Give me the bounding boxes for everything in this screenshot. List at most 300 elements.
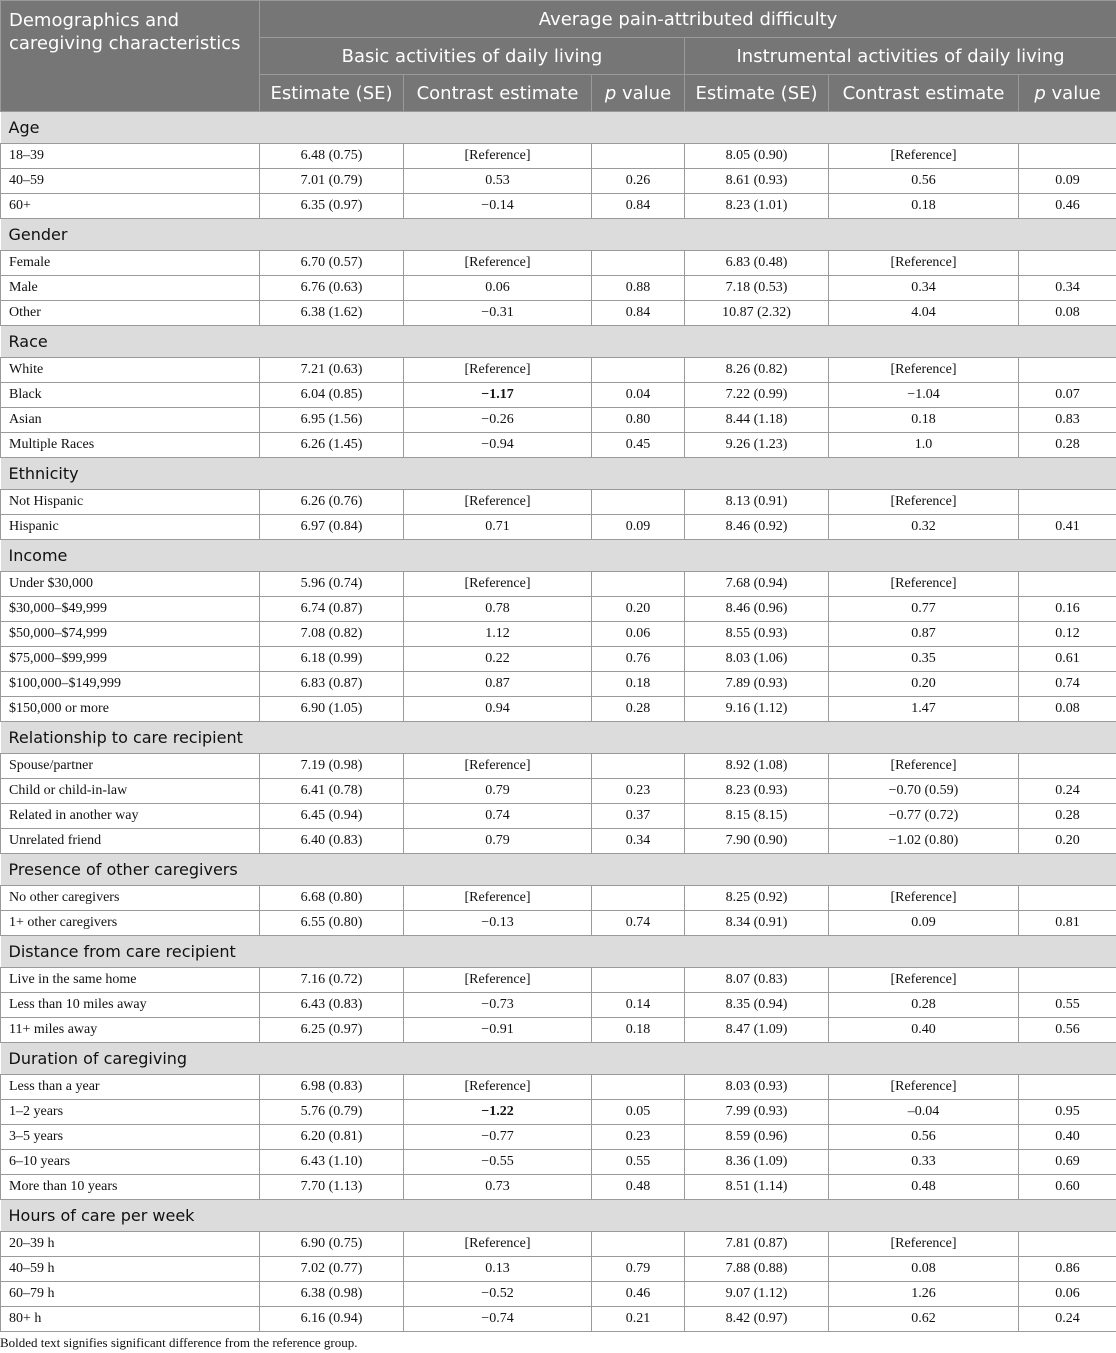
instrumental-estimate-cell: 10.87 (2.32)	[685, 301, 829, 326]
instrumental-pvalue-cell: 0.41	[1019, 515, 1116, 540]
table-row	[1, 779, 1116, 804]
instrumental-contrast-cell: 4.04	[829, 301, 1019, 326]
basic-contrast-cell: [Reference]	[404, 572, 592, 597]
basic-estimate-cell: 6.55 (0.80)	[260, 911, 404, 936]
basic-contrast-cell: 0.06	[404, 276, 592, 301]
instrumental-pvalue-cell: 0.28	[1019, 433, 1116, 458]
instrumental-contrast-cell: [Reference]	[829, 1232, 1019, 1257]
instrumental-contrast-cell: [Reference]	[829, 886, 1019, 911]
instrumental-pvalue-cell: 0.56	[1019, 1018, 1116, 1043]
instrumental-contrast-cell: 0.35	[829, 647, 1019, 672]
basic-contrast-cell: [Reference]	[404, 886, 592, 911]
instrumental-pvalue-cell: 0.07	[1019, 383, 1116, 408]
basic-pvalue-cell: 0.26	[592, 169, 685, 194]
row-label: Male	[1, 276, 260, 301]
basic-pvalue-cell: 0.45	[592, 433, 685, 458]
row-label: 3–5 years	[1, 1125, 260, 1150]
table-row	[1, 804, 1116, 829]
basic-contrast-cell: 0.79	[404, 829, 592, 854]
basic-estimate-cell: 6.68 (0.80)	[260, 886, 404, 911]
instrumental-contrast-cell: 0.09	[829, 911, 1019, 936]
instrumental-pvalue-cell: 0.61	[1019, 647, 1116, 672]
instrumental-contrast-cell: −1.02 (0.80)	[829, 829, 1019, 854]
row-label: 40–59	[1, 169, 260, 194]
basic-estimate-cell: 7.70 (1.13)	[260, 1175, 404, 1200]
row-label: 60+	[1, 194, 260, 219]
basic-contrast-cell: [Reference]	[404, 754, 592, 779]
instrumental-contrast-cell: –0.04	[829, 1100, 1019, 1125]
instrumental-contrast-cell: 1.47	[829, 697, 1019, 722]
table-row	[1, 433, 1116, 458]
basic-pvalue-cell: 0.09	[592, 515, 685, 540]
row-label: Live in the same home	[1, 968, 260, 993]
row-label: White	[1, 358, 260, 383]
basic-pvalue-cell: 0.74	[592, 911, 685, 936]
table-row	[1, 886, 1116, 911]
row-label: Not Hispanic	[1, 490, 260, 515]
instrumental-estimate-cell: 8.03 (0.93)	[685, 1075, 829, 1100]
basic-contrast-cell: 0.94	[404, 697, 592, 722]
section-title: Duration of caregiving	[1, 1043, 1116, 1075]
instrumental-contrast-cell: [Reference]	[829, 968, 1019, 993]
section-header-row	[1, 936, 1116, 968]
instrumental-estimate-cell: 8.51 (1.14)	[685, 1175, 829, 1200]
instrumental-estimate-cell: 8.46 (0.96)	[685, 597, 829, 622]
basic-estimate-cell: 6.90 (1.05)	[260, 697, 404, 722]
basic-pvalue-cell	[592, 1232, 685, 1257]
basic-estimate-cell: 7.21 (0.63)	[260, 358, 404, 383]
table-row	[1, 276, 1116, 301]
instrumental-pvalue-cell	[1019, 1232, 1116, 1257]
basic-estimate-cell: 7.02 (0.77)	[260, 1257, 404, 1282]
row-label: Less than 10 miles away	[1, 993, 260, 1018]
basic-contrast-cell: 0.79	[404, 779, 592, 804]
table-row	[1, 358, 1116, 383]
instrumental-contrast-cell: 0.56	[829, 169, 1019, 194]
instrumental-estimate-cell: 8.35 (0.94)	[685, 993, 829, 1018]
row-label: Black	[1, 383, 260, 408]
instrumental-pvalue-cell: 0.08	[1019, 697, 1116, 722]
basic-pvalue-cell	[592, 754, 685, 779]
instrumental-contrast-cell: −1.04	[829, 383, 1019, 408]
basic-pvalue-cell: 0.20	[592, 597, 685, 622]
instrumental-estimate-cell: 8.23 (1.01)	[685, 194, 829, 219]
instrumental-pvalue-cell: 0.20	[1019, 829, 1116, 854]
table-row	[1, 169, 1116, 194]
row-label: Under $30,000	[1, 572, 260, 597]
instrumental-pvalue-cell: 0.34	[1019, 276, 1116, 301]
table-row	[1, 597, 1116, 622]
instrumental-estimate-cell: 9.26 (1.23)	[685, 433, 829, 458]
table-row	[1, 383, 1116, 408]
instrumental-estimate-cell: 7.89 (0.93)	[685, 672, 829, 697]
basic-contrast-cell: [Reference]	[404, 490, 592, 515]
row-label: Unrelated friend	[1, 829, 260, 854]
row-label: Less than a year	[1, 1075, 260, 1100]
row-label: 40–59 h	[1, 1257, 260, 1282]
instrumental-contrast-cell: [Reference]	[829, 251, 1019, 276]
basic-contrast-cell: [Reference]	[404, 968, 592, 993]
section-header-row	[1, 458, 1116, 490]
instrumental-pvalue-cell	[1019, 968, 1116, 993]
table-row	[1, 251, 1116, 276]
section-title: Income	[1, 540, 1116, 572]
row-label: Hispanic	[1, 515, 260, 540]
basic-pvalue-cell	[592, 572, 685, 597]
table-header	[1, 1, 1116, 112]
section-header-row	[1, 540, 1116, 572]
basic-pvalue-cell: 0.05	[592, 1100, 685, 1125]
instrumental-estimate-cell: 8.36 (1.09)	[685, 1150, 829, 1175]
instrumental-contrast-cell: 0.87	[829, 622, 1019, 647]
basic-pvalue-cell: 0.14	[592, 993, 685, 1018]
basic-estimate-cell: 7.16 (0.72)	[260, 968, 404, 993]
basic-estimate-cell: 6.43 (1.10)	[260, 1150, 404, 1175]
basic-estimate-cell: 7.19 (0.98)	[260, 754, 404, 779]
instrumental-pvalue-cell: 0.46	[1019, 194, 1116, 219]
table-body	[1, 112, 1116, 1332]
instrumental-estimate-cell: 8.42 (0.97)	[685, 1307, 829, 1332]
instrumental-estimate-cell: 8.25 (0.92)	[685, 886, 829, 911]
header-characteristics: Demographics and caregiving characteristics	[1, 1, 260, 112]
instrumental-estimate-cell: 8.07 (0.83)	[685, 968, 829, 993]
instrumental-estimate-cell: 9.07 (1.12)	[685, 1282, 829, 1307]
instrumental-contrast-cell: −0.77 (0.72)	[829, 804, 1019, 829]
table-row	[1, 911, 1116, 936]
instrumental-pvalue-cell	[1019, 754, 1116, 779]
basic-contrast-cell: 0.78	[404, 597, 592, 622]
instrumental-contrast-cell: [Reference]	[829, 572, 1019, 597]
table-row	[1, 1100, 1116, 1125]
instrumental-contrast-cell: [Reference]	[829, 358, 1019, 383]
row-label: $150,000 or more	[1, 697, 260, 722]
basic-contrast-cell: 0.87	[404, 672, 592, 697]
instrumental-contrast-cell: [Reference]	[829, 1075, 1019, 1100]
basic-contrast-cell: −0.13	[404, 911, 592, 936]
basic-estimate-cell: 6.41 (0.78)	[260, 779, 404, 804]
basic-pvalue-cell	[592, 490, 685, 515]
basic-pvalue-cell	[592, 1075, 685, 1100]
section-header-row	[1, 722, 1116, 754]
instrumental-contrast-cell: 0.18	[829, 194, 1019, 219]
instrumental-pvalue-cell: 0.12	[1019, 622, 1116, 647]
basic-contrast-cell: 0.53	[404, 169, 592, 194]
instrumental-pvalue-cell	[1019, 490, 1116, 515]
table-row	[1, 993, 1116, 1018]
basic-contrast-cell: −0.31	[404, 301, 592, 326]
row-label: 6–10 years	[1, 1150, 260, 1175]
row-label: 60–79 h	[1, 1282, 260, 1307]
instrumental-contrast-cell: 1.26	[829, 1282, 1019, 1307]
basic-contrast-cell: −0.74	[404, 1307, 592, 1332]
row-label: $75,000–$99,999	[1, 647, 260, 672]
basic-contrast-cell: [Reference]	[404, 358, 592, 383]
instrumental-pvalue-cell: 0.86	[1019, 1257, 1116, 1282]
basic-estimate-cell: 6.95 (1.56)	[260, 408, 404, 433]
table-row	[1, 1257, 1116, 1282]
row-label: 1+ other caregivers	[1, 911, 260, 936]
basic-contrast-cell: −0.94	[404, 433, 592, 458]
instrumental-pvalue-cell: 0.09	[1019, 169, 1116, 194]
basic-estimate-cell: 6.04 (0.85)	[260, 383, 404, 408]
instrumental-pvalue-cell: 0.08	[1019, 301, 1116, 326]
table-row	[1, 572, 1116, 597]
header-instrumental-adl: Instrumental activities of daily living	[685, 38, 1116, 75]
basic-estimate-cell: 6.74 (0.87)	[260, 597, 404, 622]
instrumental-estimate-cell: 8.61 (0.93)	[685, 169, 829, 194]
basic-pvalue-cell: 0.46	[592, 1282, 685, 1307]
instrumental-pvalue-cell: 0.55	[1019, 993, 1116, 1018]
basic-pvalue-cell	[592, 144, 685, 169]
basic-pvalue-cell: 0.48	[592, 1175, 685, 1200]
table-row	[1, 697, 1116, 722]
table-row	[1, 672, 1116, 697]
table-row	[1, 515, 1116, 540]
basic-contrast-cell: −0.52	[404, 1282, 592, 1307]
instrumental-estimate-cell: 7.81 (0.87)	[685, 1232, 829, 1257]
table-row	[1, 301, 1116, 326]
basic-contrast-cell: 0.13	[404, 1257, 592, 1282]
table-row	[1, 1175, 1116, 1200]
header-basic-adl: Basic activities of daily living	[260, 38, 685, 75]
instrumental-contrast-cell: −0.70 (0.59)	[829, 779, 1019, 804]
instrumental-contrast-cell: 0.56	[829, 1125, 1019, 1150]
basic-contrast-cell: 0.71	[404, 515, 592, 540]
basic-estimate-cell: 6.48 (0.75)	[260, 144, 404, 169]
row-label: 11+ miles away	[1, 1018, 260, 1043]
basic-estimate-cell: 6.97 (0.84)	[260, 515, 404, 540]
instrumental-pvalue-cell	[1019, 144, 1116, 169]
basic-contrast-cell: −0.77	[404, 1125, 592, 1150]
table-row	[1, 622, 1116, 647]
instrumental-pvalue-cell: 0.74	[1019, 672, 1116, 697]
basic-pvalue-cell: 0.88	[592, 276, 685, 301]
instrumental-contrast-cell: 0.40	[829, 1018, 1019, 1043]
instrumental-estimate-cell: 9.16 (1.12)	[685, 697, 829, 722]
table-row	[1, 1150, 1116, 1175]
table-row	[1, 1018, 1116, 1043]
instrumental-pvalue-cell	[1019, 886, 1116, 911]
instrumental-pvalue-cell	[1019, 572, 1116, 597]
instrumental-pvalue-cell: 0.69	[1019, 1150, 1116, 1175]
instrumental-pvalue-cell: 0.16	[1019, 597, 1116, 622]
instrumental-estimate-cell: 7.22 (0.99)	[685, 383, 829, 408]
basic-estimate-cell: 6.16 (0.94)	[260, 1307, 404, 1332]
basic-estimate-cell: 6.40 (0.83)	[260, 829, 404, 854]
basic-estimate-cell: 6.45 (0.94)	[260, 804, 404, 829]
basic-pvalue-cell	[592, 886, 685, 911]
basic-contrast-cell: −1.17	[404, 383, 592, 408]
basic-contrast-cell: −0.55	[404, 1150, 592, 1175]
basic-pvalue-cell: 0.18	[592, 672, 685, 697]
header-basic-contrast: Contrast estimate	[404, 75, 592, 112]
basic-estimate-cell: 7.01 (0.79)	[260, 169, 404, 194]
basic-estimate-cell: 6.90 (0.75)	[260, 1232, 404, 1257]
basic-estimate-cell: 6.25 (0.97)	[260, 1018, 404, 1043]
instrumental-estimate-cell: 6.83 (0.48)	[685, 251, 829, 276]
section-title: Distance from care recipient	[1, 936, 1116, 968]
instrumental-pvalue-cell: 0.40	[1019, 1125, 1116, 1150]
row-label: $50,000–$74,999	[1, 622, 260, 647]
basic-pvalue-cell: 0.79	[592, 1257, 685, 1282]
instrumental-estimate-cell: 8.55 (0.93)	[685, 622, 829, 647]
instrumental-estimate-cell: 8.47 (1.09)	[685, 1018, 829, 1043]
instrumental-pvalue-cell: 0.83	[1019, 408, 1116, 433]
instrumental-pvalue-cell	[1019, 358, 1116, 383]
basic-estimate-cell: 6.98 (0.83)	[260, 1075, 404, 1100]
table-row	[1, 194, 1116, 219]
basic-contrast-cell: 0.22	[404, 647, 592, 672]
basic-estimate-cell: 5.76 (0.79)	[260, 1100, 404, 1125]
instrumental-estimate-cell: 7.88 (0.88)	[685, 1257, 829, 1282]
basic-contrast-cell: −0.73	[404, 993, 592, 1018]
instrumental-pvalue-cell: 0.06	[1019, 1282, 1116, 1307]
table-row	[1, 754, 1116, 779]
section-title: Hours of care per week	[1, 1200, 1116, 1232]
section-title: Relationship to care recipient	[1, 722, 1116, 754]
section-header-row	[1, 219, 1116, 251]
basic-pvalue-cell: 0.37	[592, 804, 685, 829]
basic-contrast-cell: [Reference]	[404, 144, 592, 169]
basic-pvalue-cell	[592, 358, 685, 383]
instrumental-contrast-cell: 0.62	[829, 1307, 1019, 1332]
basic-estimate-cell: 6.20 (0.81)	[260, 1125, 404, 1150]
basic-pvalue-cell: 0.23	[592, 779, 685, 804]
section-header-row	[1, 112, 1116, 144]
basic-estimate-cell: 6.38 (1.62)	[260, 301, 404, 326]
instrumental-pvalue-cell: 0.24	[1019, 1307, 1116, 1332]
table-row	[1, 1125, 1116, 1150]
instrumental-pvalue-cell: 0.81	[1019, 911, 1116, 936]
table-footnote: Bolded text signifies significant difference from the reference group.	[0, 1335, 358, 1350]
instrumental-estimate-cell: 8.05 (0.90)	[685, 144, 829, 169]
basic-estimate-cell: 6.83 (0.87)	[260, 672, 404, 697]
basic-pvalue-cell: 0.28	[592, 697, 685, 722]
basic-estimate-cell: 6.38 (0.98)	[260, 1282, 404, 1307]
row-label: Multiple Races	[1, 433, 260, 458]
row-label: Asian	[1, 408, 260, 433]
section-title: Presence of other caregivers	[1, 854, 1116, 886]
table-row	[1, 647, 1116, 672]
basic-pvalue-cell	[592, 968, 685, 993]
row-label: Related in another way	[1, 804, 260, 829]
header-instrumental-pvalue: p value	[1019, 75, 1116, 112]
instrumental-contrast-cell: 0.08	[829, 1257, 1019, 1282]
instrumental-estimate-cell: 7.90 (0.90)	[685, 829, 829, 854]
basic-contrast-cell: 0.73	[404, 1175, 592, 1200]
header-basic-estimate: Estimate (SE)	[260, 75, 404, 112]
instrumental-contrast-cell: 0.34	[829, 276, 1019, 301]
basic-contrast-cell: −1.22	[404, 1100, 592, 1125]
basic-contrast-cell: 1.12	[404, 622, 592, 647]
basic-estimate-cell: 6.26 (0.76)	[260, 490, 404, 515]
table-row	[1, 1282, 1116, 1307]
basic-contrast-cell: [Reference]	[404, 1075, 592, 1100]
basic-pvalue-cell: 0.34	[592, 829, 685, 854]
instrumental-estimate-cell: 8.46 (0.92)	[685, 515, 829, 540]
basic-pvalue-cell: 0.06	[592, 622, 685, 647]
row-label: 18–39	[1, 144, 260, 169]
instrumental-contrast-cell: [Reference]	[829, 144, 1019, 169]
basic-contrast-cell: 0.74	[404, 804, 592, 829]
basic-contrast-cell: −0.14	[404, 194, 592, 219]
row-label: Female	[1, 251, 260, 276]
section-title: Gender	[1, 219, 1116, 251]
basic-pvalue-cell: 0.23	[592, 1125, 685, 1150]
row-label: 1–2 years	[1, 1100, 260, 1125]
instrumental-pvalue-cell: 0.95	[1019, 1100, 1116, 1125]
instrumental-estimate-cell: 8.13 (0.91)	[685, 490, 829, 515]
basic-contrast-cell: [Reference]	[404, 251, 592, 276]
basic-estimate-cell: 6.43 (0.83)	[260, 993, 404, 1018]
instrumental-contrast-cell: 0.77	[829, 597, 1019, 622]
instrumental-contrast-cell: [Reference]	[829, 490, 1019, 515]
instrumental-pvalue-cell: 0.60	[1019, 1175, 1116, 1200]
instrumental-pvalue-cell	[1019, 1075, 1116, 1100]
table-row	[1, 1307, 1116, 1332]
instrumental-estimate-cell: 7.99 (0.93)	[685, 1100, 829, 1125]
table-row	[1, 968, 1116, 993]
instrumental-contrast-cell: 0.48	[829, 1175, 1019, 1200]
basic-estimate-cell: 6.35 (0.97)	[260, 194, 404, 219]
table-row	[1, 1075, 1116, 1100]
row-label: Child or child-in-law	[1, 779, 260, 804]
header-basic-pvalue: p value	[592, 75, 685, 112]
row-label: $30,000–$49,999	[1, 597, 260, 622]
header-instrumental-estimate: Estimate (SE)	[685, 75, 829, 112]
instrumental-estimate-cell: 8.59 (0.96)	[685, 1125, 829, 1150]
section-title: Ethnicity	[1, 458, 1116, 490]
instrumental-contrast-cell: 0.18	[829, 408, 1019, 433]
basic-estimate-cell: 7.08 (0.82)	[260, 622, 404, 647]
instrumental-estimate-cell: 8.03 (1.06)	[685, 647, 829, 672]
instrumental-contrast-cell: 0.32	[829, 515, 1019, 540]
basic-pvalue-cell: 0.04	[592, 383, 685, 408]
instrumental-contrast-cell: 0.20	[829, 672, 1019, 697]
basic-estimate-cell: 6.18 (0.99)	[260, 647, 404, 672]
row-label: 20–39 h	[1, 1232, 260, 1257]
table-row	[1, 1232, 1116, 1257]
basic-pvalue-cell: 0.21	[592, 1307, 685, 1332]
basic-contrast-cell: −0.91	[404, 1018, 592, 1043]
section-header-row	[1, 1200, 1116, 1232]
row-label: 80+ h	[1, 1307, 260, 1332]
instrumental-estimate-cell: 8.44 (1.18)	[685, 408, 829, 433]
basic-estimate-cell: 5.96 (0.74)	[260, 572, 404, 597]
basic-pvalue-cell: 0.80	[592, 408, 685, 433]
basic-estimate-cell: 6.26 (1.45)	[260, 433, 404, 458]
table-row	[1, 829, 1116, 854]
table-row	[1, 408, 1116, 433]
instrumental-estimate-cell: 8.34 (0.91)	[685, 911, 829, 936]
instrumental-estimate-cell: 8.15 (8.15)	[685, 804, 829, 829]
table-row	[1, 490, 1116, 515]
instrumental-pvalue-cell: 0.24	[1019, 779, 1116, 804]
section-header-row	[1, 1043, 1116, 1075]
instrumental-pvalue-cell	[1019, 251, 1116, 276]
instrumental-pvalue-cell: 0.28	[1019, 804, 1116, 829]
basic-estimate-cell: 6.70 (0.57)	[260, 251, 404, 276]
section-title: Race	[1, 326, 1116, 358]
basic-pvalue-cell: 0.76	[592, 647, 685, 672]
header-outcome-group: Average pain-attributed difficulty	[260, 1, 1116, 38]
table-row	[1, 144, 1116, 169]
section-title: Age	[1, 112, 1116, 144]
basic-pvalue-cell: 0.84	[592, 301, 685, 326]
section-header-row	[1, 854, 1116, 886]
instrumental-estimate-cell: 8.26 (0.82)	[685, 358, 829, 383]
basic-pvalue-cell: 0.18	[592, 1018, 685, 1043]
